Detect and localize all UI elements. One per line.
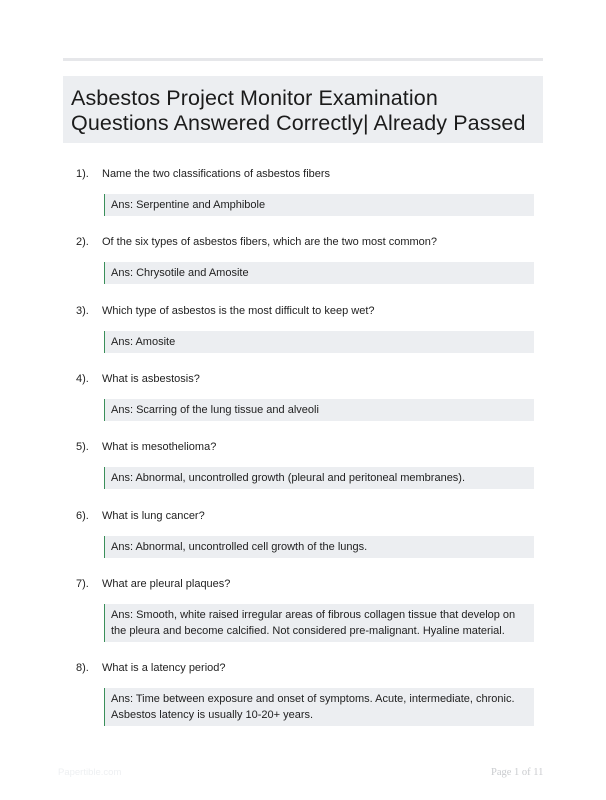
question-text: What is mesothelioma? xyxy=(102,441,217,453)
question-number: 4). xyxy=(76,373,89,385)
question-number: 5). xyxy=(76,441,89,453)
answer-box: Ans: Smooth, white raised irregular areas of fibrous collagen tissue that develop on the pleura and become calcified. Not considered pre-malignant. Hyaline material. xyxy=(104,604,534,642)
question-number: 3). xyxy=(76,305,89,317)
title-line-2: Questions Answered Correctly| Already Passed xyxy=(71,111,526,135)
question-text: Of the six types of asbestos fibers, which are the two most common? xyxy=(102,236,438,248)
page-title xyxy=(71,86,535,136)
question-text: Which type of asbestos is the most difficult to keep wet? xyxy=(102,305,375,317)
answer-box: Ans: Serpentine and Amphibole xyxy=(104,194,534,216)
question-number: 2). xyxy=(76,236,89,248)
answer-box: Ans: Abnormal, uncontrolled growth (pleural and peritoneal membranes). xyxy=(104,467,534,489)
question-text: What is a latency period? xyxy=(102,662,226,674)
answer-box: Ans: Scarring of the lung tissue and alveoli xyxy=(104,399,534,421)
question-text: What are pleural plaques? xyxy=(102,578,231,590)
question-text: What is asbestosis? xyxy=(102,373,200,385)
page-number: Page 1 of 11 xyxy=(491,767,544,778)
question-number: 6). xyxy=(76,510,89,522)
title-line-1: Asbestos Project Monitor Examination xyxy=(71,86,438,110)
watermark-text: Papertible.com xyxy=(58,767,122,778)
answer-box: Ans: Chrysotile and Amosite xyxy=(104,262,534,284)
question-number: 7). xyxy=(76,578,89,590)
question-number: 8). xyxy=(76,662,89,674)
question-text: Name the two classifications of asbestos fibers xyxy=(102,168,331,180)
title-banner xyxy=(63,76,543,143)
question-text: What is lung cancer? xyxy=(102,510,205,522)
answer-box: Ans: Amosite xyxy=(104,331,534,353)
question-number: 1). xyxy=(76,168,89,180)
top-divider xyxy=(63,58,543,61)
answer-box: Ans: Time between exposure and onset of symptoms. Acute, intermediate, chronic. Asbestos latency is usually 10-20+ years. xyxy=(104,688,534,726)
answer-box: Ans: Abnormal, uncontrolled cell growth of the lungs. xyxy=(104,536,534,558)
